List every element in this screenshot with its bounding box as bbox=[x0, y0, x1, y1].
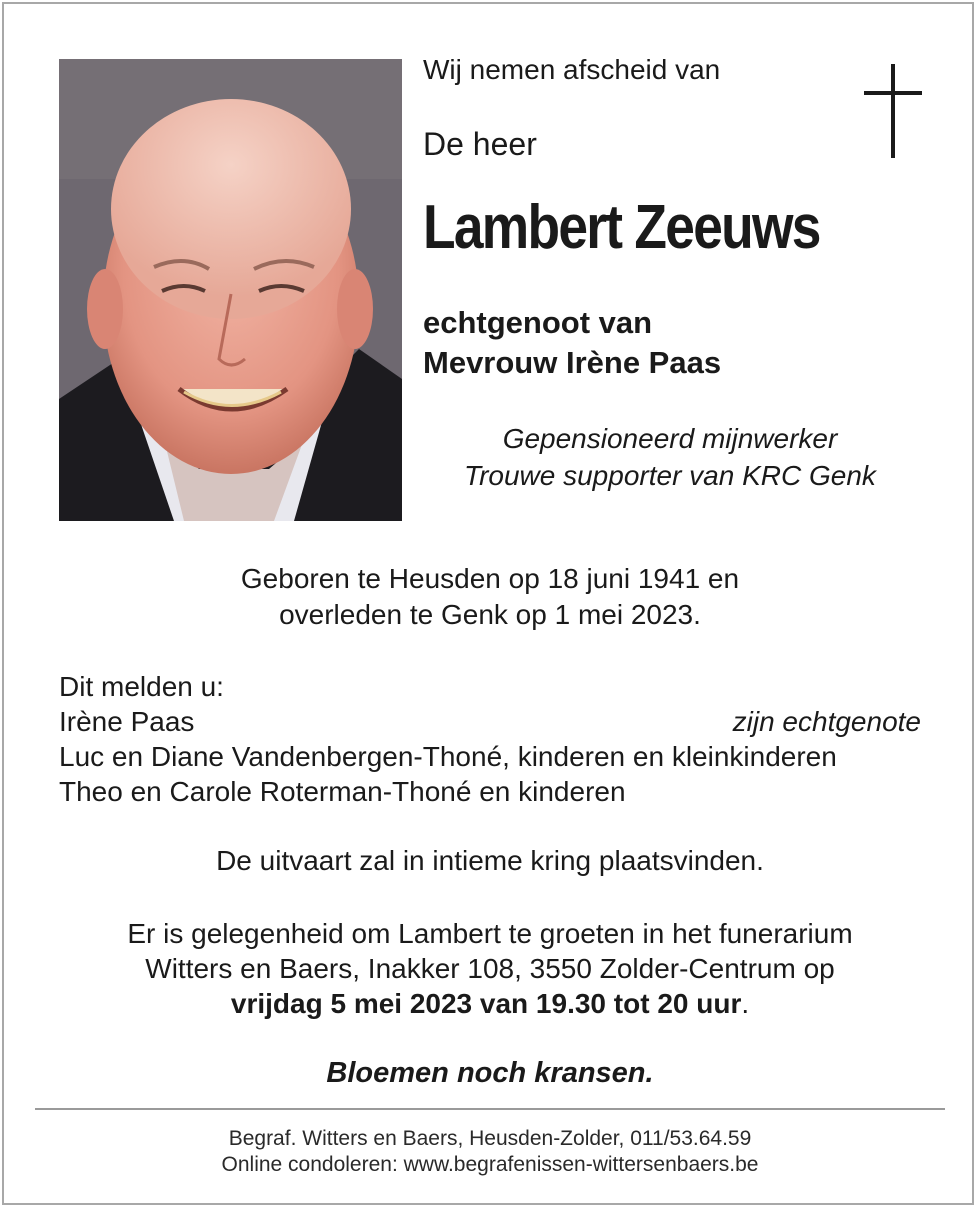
family-member: Irène Paas bbox=[59, 706, 195, 737]
family-member: Luc en Diane Vandenbergen-Thoné, kinderen en kleinkinderen bbox=[59, 741, 837, 772]
visitation-when: vrijdag 5 mei 2023 van 19.30 tot 20 uur bbox=[230, 988, 742, 1019]
birth-line: Geboren te Heusden op 18 juni 1941 en bbox=[240, 563, 740, 594]
family-member: Theo en Carole Roterman-Thoné en kinderen bbox=[59, 776, 626, 807]
family-row bbox=[59, 704, 921, 739]
family-role: zijn echtgenote bbox=[732, 706, 921, 737]
description bbox=[420, 420, 920, 494]
visitation-line-2: Witters en Baers, Inakker 108, 3550 Zolder-Centrum op bbox=[145, 953, 835, 984]
salutation: De heer bbox=[423, 126, 537, 162]
spouse-name: Mevrouw Irène Paas bbox=[423, 345, 722, 380]
announcement bbox=[59, 669, 921, 809]
family-row bbox=[59, 739, 921, 774]
intro-text: Wij nemen afscheid van bbox=[423, 54, 721, 85]
condolence-line[interactable]: Online condoleren: www.begrafenissen-wittersenbaers.be bbox=[221, 1153, 759, 1176]
family-row bbox=[59, 774, 921, 809]
death-line: overleden te Genk op 1 mei 2023. bbox=[279, 599, 701, 630]
funeral-notice: De uitvaart zal in intieme kring plaatsvinden. bbox=[216, 845, 764, 876]
visitation bbox=[0, 916, 980, 1021]
cross-icon bbox=[864, 64, 922, 158]
deceased-name: Lambert Zeeuws bbox=[423, 193, 820, 262]
spouse-block bbox=[423, 303, 721, 383]
footer bbox=[0, 1126, 980, 1178]
occupation: Gepensioneerd mijnwerker bbox=[502, 423, 838, 454]
flowers-note: Bloemen noch kransen. bbox=[326, 1057, 654, 1089]
life-dates bbox=[0, 561, 980, 633]
visitation-line-1: Er is gelegenheid om Lambert te groeten in het funerarium bbox=[127, 918, 853, 949]
announcement-heading: Dit melden u: bbox=[59, 671, 224, 702]
supporter-line: Trouwe supporter van KRC Genk bbox=[464, 460, 876, 491]
undertaker-line: Begraf. Witters en Baers, Heusden-Zolder, 011/53.64.59 bbox=[228, 1127, 752, 1150]
divider bbox=[35, 1108, 945, 1110]
visitation-time bbox=[0, 986, 980, 1021]
visitation-end: . bbox=[741, 988, 750, 1019]
portrait-photo bbox=[59, 59, 402, 521]
spouse-line-1: echtgenoot van bbox=[423, 305, 653, 340]
